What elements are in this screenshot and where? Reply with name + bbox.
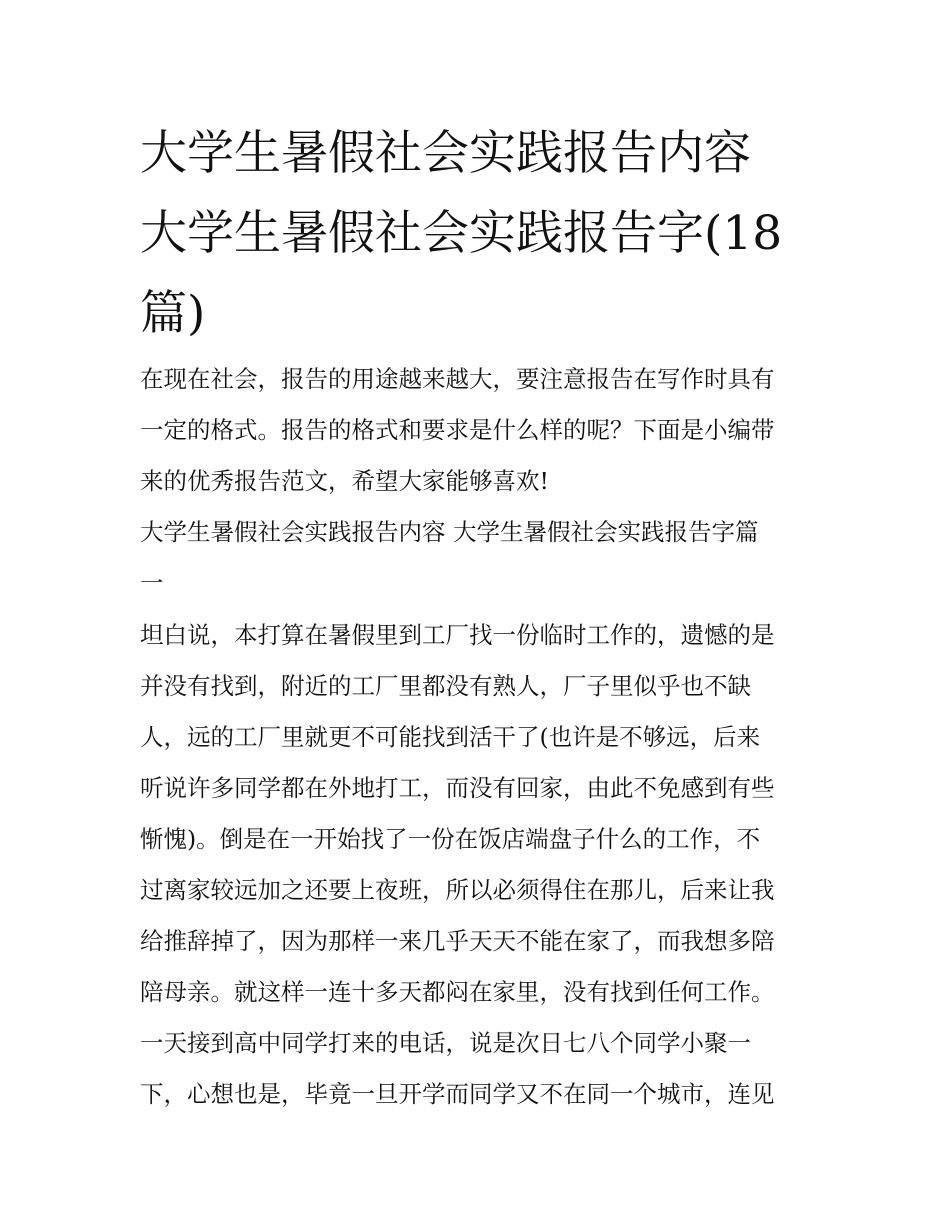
body-line: 人，远的工厂里就更不可能找到活干了(也许是不够远，后来 <box>140 723 761 751</box>
body-line: 惭愧)。倒是在一开始找了一份在饭店端盘子什么的工作，不 <box>140 825 761 853</box>
body-line: 陪母亲。就这样一连十多天都闷在家里，没有找到任何工作。 <box>140 978 775 1006</box>
intro-line: 一定的格式。报告的格式和要求是什么样的呢？下面是小编带 <box>140 416 775 444</box>
document-body <box>140 354 820 1120</box>
body-line: 并没有找到，附近的工厂里都没有熟人，厂子里似乎也不缺 <box>140 672 751 700</box>
title-line-2: 大学生暑假社会实践报告字(18 <box>140 206 783 261</box>
section-heading-line: 大学生暑假社会实践报告内容 大学生暑假社会实践报告字篇 <box>140 518 759 546</box>
intro-line: 在现在社会，报告的用途越来越大，要注意报告在写作时具有 <box>140 365 775 393</box>
body-line: 给推辞掉了，因为那样一来几乎天天不能在家了，而我想多陪 <box>140 927 775 955</box>
title-line-1: 大学生暑假社会实践报告内容 <box>140 126 751 181</box>
body-line: 一天接到高中同学打来的电话，说是次日七八个同学小聚一 <box>140 1029 751 1057</box>
section-heading <box>140 507 820 609</box>
section-heading-line: 一 <box>140 569 164 597</box>
document-title <box>140 114 820 354</box>
intro-paragraph <box>140 354 820 507</box>
body-line: 听说许多同学都在外地打工，而没有回家，由此不免感到有些 <box>140 774 775 802</box>
body-line: 下，心想也是，毕竟一旦开学而同学又不在同一个城市，连见 <box>140 1080 775 1108</box>
body-line: 过离家较远加之还要上夜班，所以必须得住在那儿，后来让我 <box>140 876 775 904</box>
intro-line: 来的优秀报告范文，希望大家能够喜欢! <box>140 467 549 495</box>
title-line-3: 篇) <box>140 286 206 341</box>
body-paragraph <box>140 610 820 1120</box>
body-line: 坦白说，本打算在暑假里到工厂找一份临时工作的，遗憾的是 <box>140 621 775 649</box>
